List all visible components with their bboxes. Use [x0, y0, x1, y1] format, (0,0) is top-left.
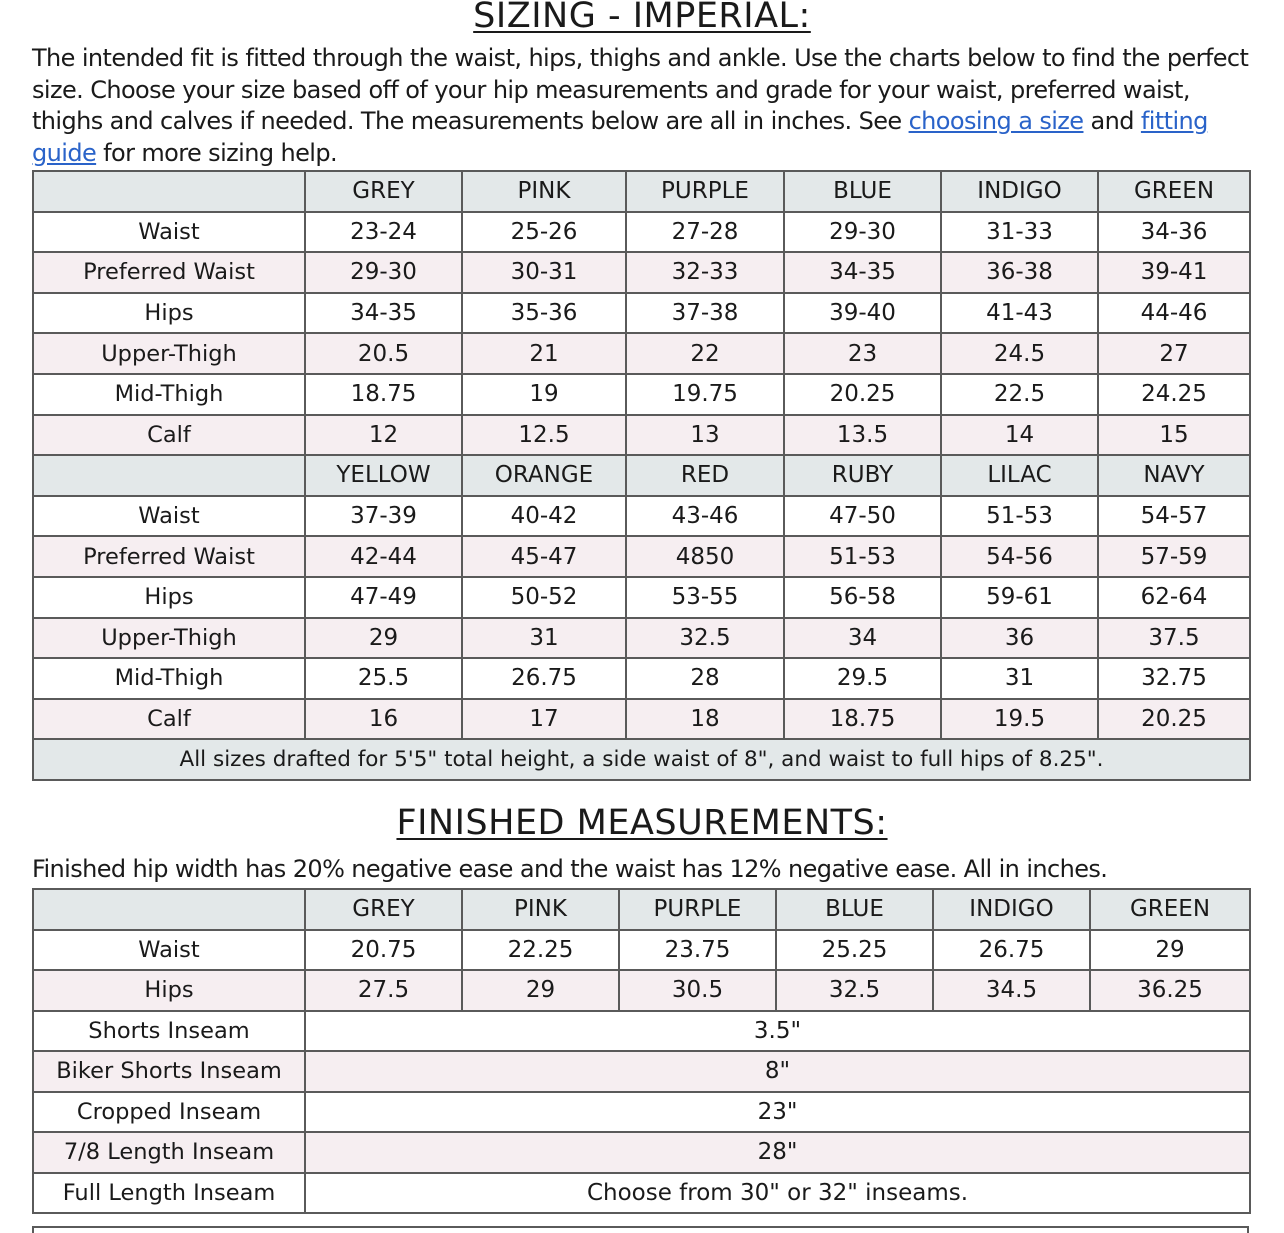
- measurement-value: 37-39: [305, 496, 462, 537]
- finished-value: 26.75: [933, 930, 1090, 971]
- measurement-label: Hips: [33, 577, 305, 618]
- size-name-cell: ORANGE: [462, 455, 626, 496]
- measurement-value: 45-47: [462, 536, 626, 577]
- measurement-value: 32-33: [626, 252, 784, 293]
- sizing-footnote: All sizes drafted for 5'5" total height, a side waist of 8", and waist to full hips of 8.25".: [33, 739, 1250, 780]
- intro-end: for more sizing help.: [96, 138, 337, 167]
- measurement-value: 24.25: [1098, 374, 1250, 415]
- measurement-value: 51-53: [784, 536, 941, 577]
- measurement-value: 43-46: [626, 496, 784, 537]
- measurement-value: 39-40: [784, 293, 941, 334]
- measurement-value: 19: [462, 374, 626, 415]
- measurement-value: 29.5: [784, 658, 941, 699]
- measurement-label: Upper-Thigh: [33, 618, 305, 659]
- intro-and: and: [1083, 107, 1141, 135]
- measurement-value: 34-35: [784, 252, 941, 293]
- finished-value: 20.75: [305, 930, 462, 971]
- inseam-value: 3.5": [305, 1011, 1250, 1052]
- measurement-label: Mid-Thigh: [33, 658, 305, 699]
- intro-text: The intended fit is fitted through the waist, hips, thighs and ankle. Use the charts below to find the perfect size. Choose your size based off of your hip measurements and grade for your waist, preferred waist, thighs and calves if needed. The measurements below are all in inches. See: [32, 44, 1249, 135]
- inseam-value: 8": [305, 1051, 1250, 1092]
- measurement-value: 17: [462, 699, 626, 740]
- inseam-value: 23": [305, 1092, 1250, 1133]
- size-name-cell: NAVY: [1098, 455, 1250, 496]
- measurement-row: [33, 658, 1250, 699]
- finished-header-row: [33, 889, 1250, 930]
- size-header-row: [33, 171, 1250, 212]
- measurement-value: 51-53: [941, 496, 1098, 537]
- size-header-row: [33, 455, 1250, 496]
- inseam-value: Choose from 30" or 32" inseams.: [305, 1173, 1250, 1214]
- finished-value: 29: [1090, 930, 1250, 971]
- finished-intro: Finished hip width has 20% negative ease and the waist has 12% negative ease. All in inches.: [32, 855, 1108, 883]
- measurement-value: 31: [941, 658, 1098, 699]
- inseam-row: [33, 1132, 1250, 1173]
- header-blank-cell: [33, 455, 305, 496]
- measurement-row: [33, 618, 1250, 659]
- sizing-intro: [32, 43, 1262, 169]
- measurement-label: Calf: [33, 415, 305, 456]
- measurement-value: 20.25: [1098, 699, 1250, 740]
- inseam-label: 7/8 Length Inseam: [33, 1132, 305, 1173]
- size-name-cell: PURPLE: [619, 889, 776, 930]
- inseam-row: [33, 1173, 1250, 1214]
- measurement-value: 57-59: [1098, 536, 1250, 577]
- table-continuation-edge: [32, 1226, 1249, 1233]
- measurement-label: Hips: [33, 293, 305, 334]
- fitting-guide-link[interactable]: fitting guide: [32, 107, 1208, 167]
- measurement-label: Mid-Thigh: [33, 374, 305, 415]
- measurement-value: 13: [626, 415, 784, 456]
- measurement-value: 42-44: [305, 536, 462, 577]
- finished-value: 34.5: [933, 970, 1090, 1011]
- measurement-row: [33, 536, 1250, 577]
- inseam-row: [33, 1092, 1250, 1133]
- measurement-value: 18.75: [784, 699, 941, 740]
- measurement-value: 53-55: [626, 577, 784, 618]
- measurement-value: 29-30: [784, 212, 941, 253]
- measurement-row: [33, 293, 1250, 334]
- inseam-label: Biker Shorts Inseam: [33, 1051, 305, 1092]
- inseam-label: Full Length Inseam: [33, 1173, 305, 1214]
- measurement-value: 16: [305, 699, 462, 740]
- size-name-cell: RED: [626, 455, 784, 496]
- measurement-value: 39-41: [1098, 252, 1250, 293]
- measurement-value: 31-33: [941, 212, 1098, 253]
- header-blank-cell: [33, 889, 305, 930]
- size-name-cell: GREY: [305, 171, 462, 212]
- measurement-value: 20.25: [784, 374, 941, 415]
- finished-row: [33, 930, 1250, 971]
- measurement-value: 34-35: [305, 293, 462, 334]
- measurement-value: 27-28: [626, 212, 784, 253]
- measurement-value: 22.5: [941, 374, 1098, 415]
- measurement-value: 36-38: [941, 252, 1098, 293]
- measurement-value: 12.5: [462, 415, 626, 456]
- measurement-value: 50-52: [462, 577, 626, 618]
- measurement-label: Upper-Thigh: [33, 333, 305, 374]
- measurement-row: [33, 577, 1250, 618]
- measurement-row: [33, 374, 1250, 415]
- choosing-a-size-link[interactable]: choosing a size: [908, 107, 1084, 135]
- size-name-cell: GREEN: [1098, 171, 1250, 212]
- measurement-label: Calf: [33, 699, 305, 740]
- measurement-value: 26.75: [462, 658, 626, 699]
- measurement-value: 23-24: [305, 212, 462, 253]
- measurement-value: 47-50: [784, 496, 941, 537]
- measurement-value: 40-42: [462, 496, 626, 537]
- inseam-row: [33, 1051, 1250, 1092]
- measurement-value: 18: [626, 699, 784, 740]
- measurement-value: 12: [305, 415, 462, 456]
- inseam-row: [33, 1011, 1250, 1052]
- measurement-value: 29: [305, 618, 462, 659]
- measurement-value: 28: [626, 658, 784, 699]
- measurement-label: Preferred Waist: [33, 536, 305, 577]
- measurement-value: 54-57: [1098, 496, 1250, 537]
- finished-value: 29: [462, 970, 619, 1011]
- finished-title: FINISHED MEASUREMENTS:: [396, 803, 888, 843]
- measurement-row: [33, 496, 1250, 537]
- size-name-cell: LILAC: [941, 455, 1098, 496]
- size-name-cell: BLUE: [784, 171, 941, 212]
- measurement-value: 62-64: [1098, 577, 1250, 618]
- finished-value: 25.25: [776, 930, 933, 971]
- measurement-value: 35-36: [462, 293, 626, 334]
- size-name-cell: PINK: [462, 171, 626, 212]
- finished-value: 36.25: [1090, 970, 1250, 1011]
- measurement-row: [33, 415, 1250, 456]
- finished-label: Hips: [33, 970, 305, 1011]
- measurement-value: 19.75: [626, 374, 784, 415]
- size-name-cell: PINK: [462, 889, 619, 930]
- measurement-value: 22: [626, 333, 784, 374]
- measurement-value: 25.5: [305, 658, 462, 699]
- measurement-value: 32.75: [1098, 658, 1250, 699]
- measurement-value: 19.5: [941, 699, 1098, 740]
- header-blank-cell: [33, 171, 305, 212]
- measurement-row: [33, 252, 1250, 293]
- size-name-cell: GREEN: [1090, 889, 1250, 930]
- measurement-value: 47-49: [305, 577, 462, 618]
- sizing-title: SIZING - IMPERIAL:: [473, 0, 811, 36]
- finished-value: 27.5: [305, 970, 462, 1011]
- measurement-value: 25-26: [462, 212, 626, 253]
- inseam-label: Cropped Inseam: [33, 1092, 305, 1133]
- measurement-value: 13.5: [784, 415, 941, 456]
- inseam-label: Shorts Inseam: [33, 1011, 305, 1052]
- measurement-value: 37-38: [626, 293, 784, 334]
- measurement-label: Preferred Waist: [33, 252, 305, 293]
- finished-label: Waist: [33, 930, 305, 971]
- measurement-label: Waist: [33, 496, 305, 537]
- size-name-cell: GREY: [305, 889, 462, 930]
- size-name-cell: PURPLE: [626, 171, 784, 212]
- measurement-row: [33, 333, 1250, 374]
- measurement-value: 54-56: [941, 536, 1098, 577]
- measurement-value: 41-43: [941, 293, 1098, 334]
- measurement-value: 24.5: [941, 333, 1098, 374]
- size-name-cell: RUBY: [784, 455, 941, 496]
- measurement-value: 56-58: [784, 577, 941, 618]
- measurement-value: 44-46: [1098, 293, 1250, 334]
- measurement-value: 37.5: [1098, 618, 1250, 659]
- measurement-value: 20.5: [305, 333, 462, 374]
- footnote-row: [33, 739, 1250, 780]
- measurement-value: 15: [1098, 415, 1250, 456]
- finished-row: [33, 970, 1250, 1011]
- measurement-value: 32.5: [626, 618, 784, 659]
- measurement-row: [33, 212, 1250, 253]
- inseam-value: 28": [305, 1132, 1250, 1173]
- measurement-value: 34: [784, 618, 941, 659]
- finished-value: 32.5: [776, 970, 933, 1011]
- measurement-value: 30-31: [462, 252, 626, 293]
- measurement-row: [33, 699, 1250, 740]
- measurement-value: 31: [462, 618, 626, 659]
- sizing-table: [32, 170, 1251, 781]
- measurement-value: 27: [1098, 333, 1250, 374]
- measurement-value: 29-30: [305, 252, 462, 293]
- measurement-value: 59-61: [941, 577, 1098, 618]
- measurement-label: Waist: [33, 212, 305, 253]
- finished-table: [32, 888, 1251, 1214]
- measurement-value: 18.75: [305, 374, 462, 415]
- size-name-cell: BLUE: [776, 889, 933, 930]
- size-name-cell: YELLOW: [305, 455, 462, 496]
- finished-value: 23.75: [619, 930, 776, 971]
- size-name-cell: INDIGO: [941, 171, 1098, 212]
- size-name-cell: INDIGO: [933, 889, 1090, 930]
- measurement-value: 36: [941, 618, 1098, 659]
- finished-value: 22.25: [462, 930, 619, 971]
- finished-value: 30.5: [619, 970, 776, 1011]
- measurement-value: 21: [462, 333, 626, 374]
- measurement-value: 34-36: [1098, 212, 1250, 253]
- measurement-value: 14: [941, 415, 1098, 456]
- measurement-value: 23: [784, 333, 941, 374]
- measurement-value: 4850: [626, 536, 784, 577]
